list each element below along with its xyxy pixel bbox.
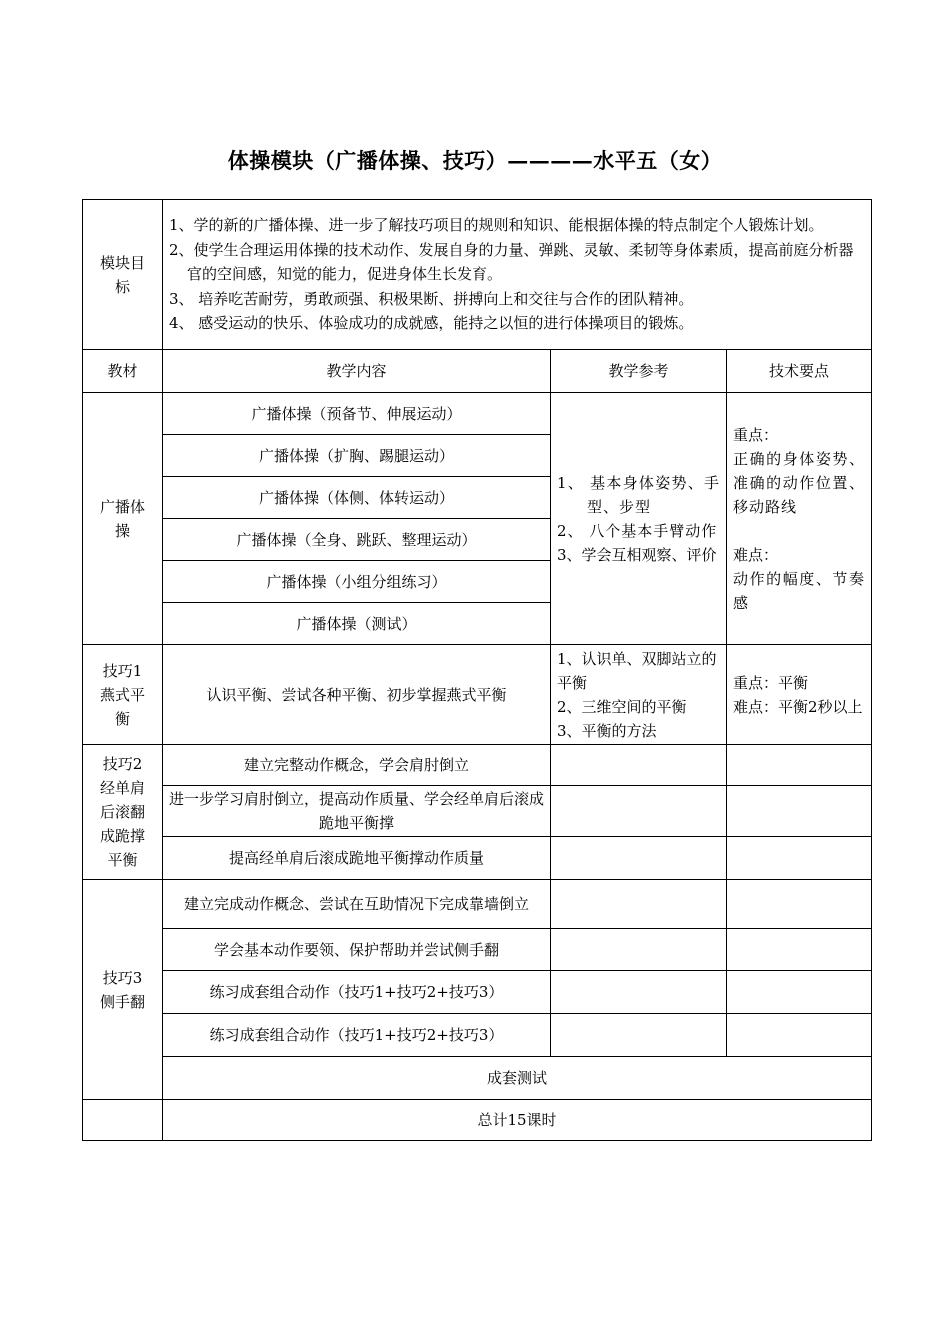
empty-cell: [727, 745, 872, 786]
skill1-content: 认识平衡、尝试各种平衡、初步掌握燕式平衡: [163, 645, 551, 745]
empty-cell: [551, 786, 727, 837]
skill2-content: 建立完整动作概念，学会肩肘倒立: [163, 745, 551, 786]
broadcast-content: 广播体操（测试）: [163, 603, 551, 645]
empty-cell: [551, 1014, 727, 1057]
empty-cell: [551, 880, 727, 929]
goal-item: 4、 感受运动的快乐、体验成功的成就感，能持之以恒的进行体操项目的锻炼。: [169, 314, 694, 333]
key-text: 正确的身体姿势、准确的动作位置、移动路线: [733, 449, 866, 516]
goal-item: 1、学的新的广播体操、进一步了解技巧项目的规则和知识、能根据体操的特点制定个人锻炼计划。: [169, 216, 824, 235]
empty-cell: [727, 1014, 872, 1057]
skill1-label: 技巧1燕式平衡: [83, 645, 163, 745]
broadcast-keypoints: [727, 393, 872, 645]
empty-cell: [551, 971, 727, 1014]
broadcast-label: 广播体操: [83, 393, 163, 645]
skill2-label: 技巧2经单肩后滚翻成跪撑平衡: [83, 745, 163, 880]
broadcast-content: 广播体操（全身、跳跃、整理运动）: [163, 519, 551, 561]
broadcast-reference: 1、 基本身体姿势、手型、步型 2、 八个基本手臂动作 3、学会互相观察、评价: [551, 393, 727, 645]
skill3-content: 学会基本动作要领、保护帮助并尝试侧手翻: [163, 929, 551, 971]
empty-cell: [727, 880, 872, 929]
page-title: 体操模块（广播体操、技巧）————水平五（女）: [227, 148, 723, 173]
empty-cell: [727, 786, 872, 837]
diff-label: 难点：: [733, 545, 779, 564]
empty-cell: [551, 745, 727, 786]
diff-text: 动作的幅度、节奏感: [733, 569, 866, 612]
empty-cell: [727, 971, 872, 1014]
skill2-content: 提高经单肩后滚成跪地平衡撑动作质量: [163, 837, 551, 880]
skill3-content: 练习成套组合动作（技巧1+技巧2+技巧3）: [163, 1014, 551, 1057]
header-material: 教材: [83, 350, 163, 393]
header-reference: 教学参考: [551, 350, 727, 393]
header-keypoints: 技术要点: [727, 350, 872, 393]
empty-cell: [727, 929, 872, 971]
empty-cell: [83, 1100, 163, 1141]
empty-cell: [551, 837, 727, 880]
skill3-content: 练习成套组合动作（技巧1+技巧2+技巧3）: [163, 971, 551, 1014]
skill1-reference: 1、认识单、双脚站立的平衡 2、三维空间的平衡 3、平衡的方法: [551, 645, 727, 745]
header-content: 教学内容: [163, 350, 551, 393]
skill3-label: 技巧3侧手翻: [83, 880, 163, 1100]
goals-label: 模块目标: [83, 200, 163, 350]
set-test: 成套测试: [163, 1057, 872, 1100]
skill2-content: 进一步学习肩肘倒立，提高动作质量、学会经单肩后滚成跪地平衡撑: [163, 786, 551, 837]
broadcast-content: 广播体操（扩胸、踢腿运动）: [163, 435, 551, 477]
skill1-keypoints: 重点：平衡 难点：平衡2秒以上: [727, 645, 872, 745]
goal-item: 3、 培养吃苦耐劳，勇敢顽强、积极果断、拼搏向上和交往与合作的团队精神。: [169, 289, 694, 308]
empty-cell: [551, 929, 727, 971]
broadcast-content: 广播体操（小组分组练习）: [163, 561, 551, 603]
goal-item: 2、使学生合理运用体操的技术动作、发展自身的力量、弹跳、灵敏、柔韧等身体素质，提高前庭分析器官的空间感，知觉的能力，促进身体生长发育。: [169, 240, 854, 284]
empty-cell: [727, 837, 872, 880]
skill3-content: 建立完成动作概念、尝试在互助情况下完成靠墙倒立: [163, 880, 551, 929]
key-label: 重点：: [733, 425, 779, 444]
module-table: [82, 199, 872, 1141]
broadcast-content: 广播体操（体侧、体转运动）: [163, 477, 551, 519]
broadcast-content: 广播体操（预备节、伸展运动）: [163, 393, 551, 435]
goals-list: [163, 200, 872, 350]
total-hours: 总计15课时: [163, 1100, 872, 1141]
